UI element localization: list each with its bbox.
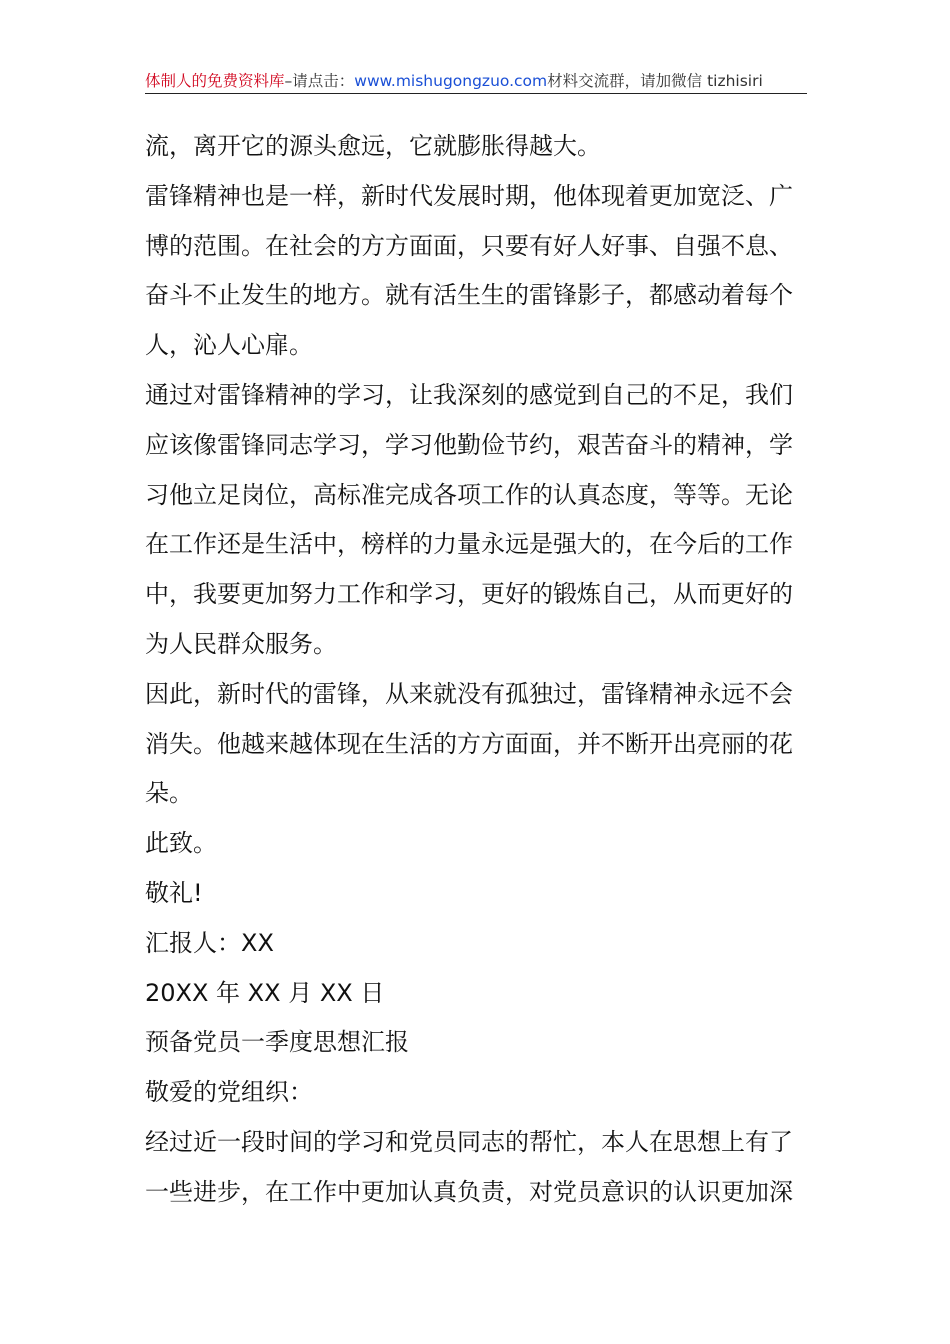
header-note: 材料交流群，请加微信 tizhisiri bbox=[547, 72, 763, 90]
page-header bbox=[145, 70, 805, 92]
text-line: 人，沁人心扉。 bbox=[145, 331, 313, 360]
reporter-line: 汇报人：XX bbox=[145, 928, 274, 957]
header-url-link[interactable]: www.mishugongzuo.com bbox=[354, 72, 548, 90]
salutation-line: 敬礼! bbox=[145, 878, 203, 907]
text-line: 博的范围。在社会的方方面面，只要有好人好事、自强不息、 bbox=[145, 231, 793, 260]
text-line: 通过对雷锋精神的学习，让我深刻的感觉到自己的不足，我们 bbox=[145, 380, 793, 409]
text-line: 雷锋精神也是一样，新时代发展时期，他体现着更加宽泛、广 bbox=[145, 181, 793, 210]
document-body bbox=[145, 122, 807, 1218]
text-line: 中，我要更加努力工作和学习，更好的锻炼自己，从而更好的 bbox=[145, 580, 793, 609]
text-line: 因此，新时代的雷锋，从来就没有孤独过，雷锋精神永远不会 bbox=[145, 679, 793, 708]
date-line: 20XX 年 XX 月 XX 日 bbox=[145, 978, 385, 1007]
text-line: 朵。 bbox=[145, 779, 193, 808]
section-title: 预备党员一季度思想汇报 bbox=[145, 1028, 409, 1057]
text-line: 一些进步，在工作中更加认真负责，对党员意识的认识更加深 bbox=[145, 1177, 793, 1206]
header-separator: –请点击： bbox=[284, 72, 355, 90]
text-line: 流，离开它的源头愈远，它就膨胀得越大。 bbox=[145, 132, 601, 160]
header-brand: 体制人的免费资料库 bbox=[145, 72, 285, 90]
text-line: 奋斗不止发生的地方。就有活生生的雷锋影子，都感动着每个 bbox=[145, 281, 793, 310]
text-line: 在工作还是生活中，榜样的力量永远是强大的，在今后的工作 bbox=[145, 530, 793, 559]
text-line: 为人民群众服务。 bbox=[145, 629, 337, 658]
text-line: 消失。他越来越体现在生活的方方面面，并不断开出亮丽的花 bbox=[145, 729, 793, 758]
text-line: 习他立足岗位，高标准完成各项工作的认真态度，等等。无论 bbox=[145, 480, 793, 509]
header-divider bbox=[145, 93, 807, 94]
greeting-line: 敬爱的党组织： bbox=[145, 1078, 313, 1107]
text-line: 应该像雷锋同志学习，学习他勤俭节约，艰苦奋斗的精神，学 bbox=[145, 430, 793, 459]
closing-line: 此致。 bbox=[145, 829, 217, 858]
text-line: 经过近一段时间的学习和党员同志的帮忙，本人在思想上有了 bbox=[145, 1127, 793, 1156]
